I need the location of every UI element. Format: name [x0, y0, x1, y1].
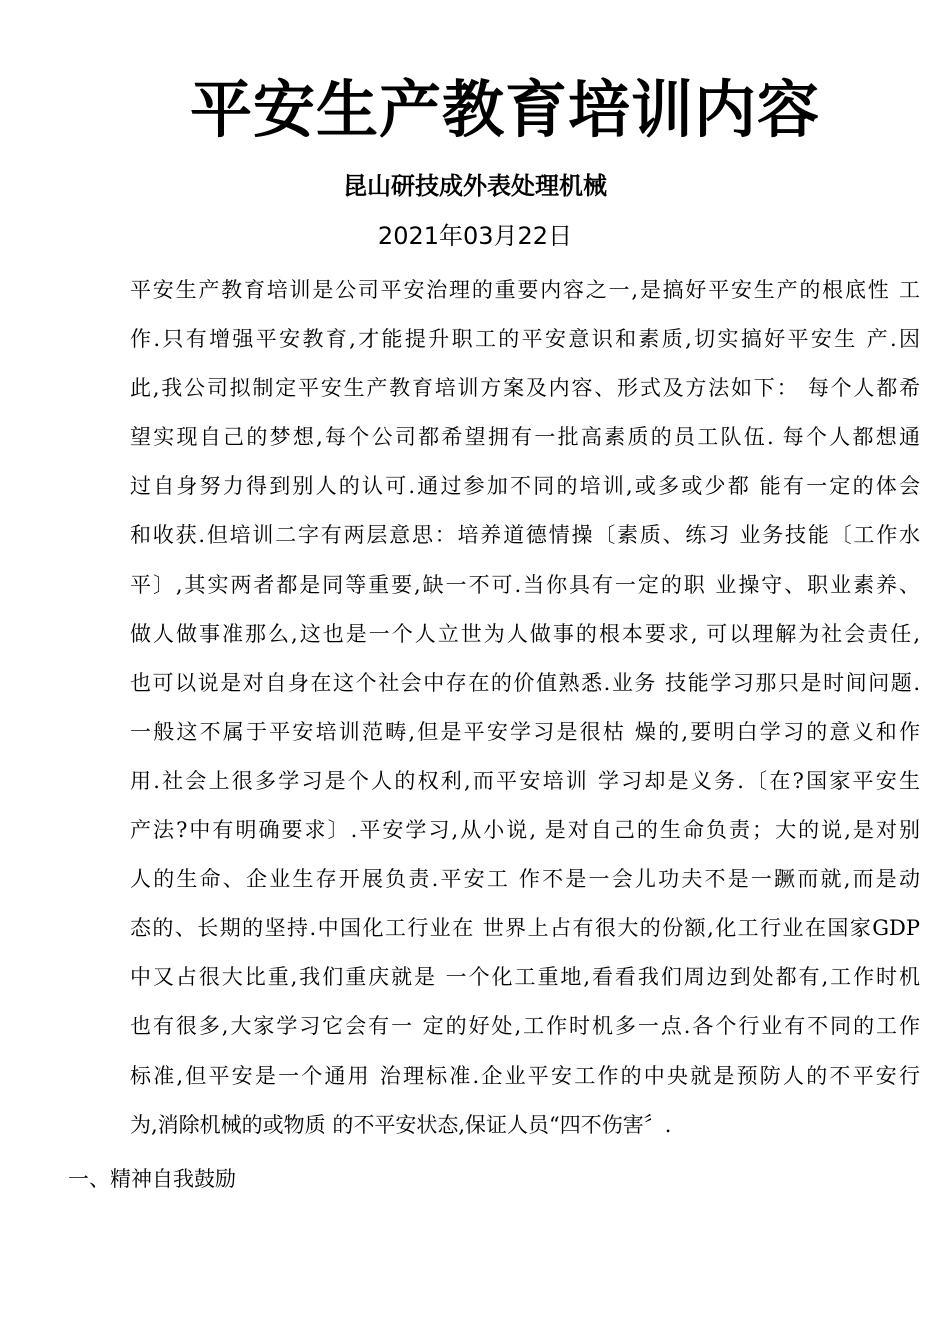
paragraph-line: 做人做事准那么,这也是一个人立世为人做事的根本要求, 可以理解为社会责任, [130, 621, 920, 646]
paragraph-line: 也有很多,大家学习它会有一 定的好处,工作时机多一点.各个行业有不同的工作 [130, 1014, 920, 1039]
paragraph-line: 此,我公司拟制定平安生产教育培训方案及内容、形式及方法如下： 每个人都希 [130, 376, 920, 401]
company-name: 昆山研技成外表处理机械 [343, 172, 607, 200]
section-heading: 一、精神自我鼓励 [68, 1167, 236, 1191]
paragraph-line: 标准,但平安是一个通用 治理标准.企业平安工作的中央就是预防人的不平安行 [130, 1063, 920, 1088]
paragraph-line: 用.社会上很多学习是个人的权利,而平安培训 学习却是义务.〔在?国家平安生 [130, 768, 920, 793]
paragraph-line: 作.只有增强平安教育,才能提升职工的平安意识和素质,切实搞好平安生 产.因 [130, 327, 920, 352]
document-date: 2021年03月22日 [377, 222, 573, 250]
paragraph-line: 一般这不属于平安培训范畴,但是平安学习是很枯 燥的,要明白学习的意义和作 [130, 719, 920, 744]
paragraph-line: 望实现自己的梦想,每个公司都希望拥有一批高素质的员工队伍. 每个人都想通 [130, 425, 920, 450]
paragraph-line: 也可以说是对自身在这个社会中存在的价值熟悉.业务 技能学习那只是时间问题. [130, 670, 920, 695]
paragraph-line: 人的生命、企业生存开展负责.平安工 作不是一会儿功夫不是一蹶而就,而是动 [130, 867, 920, 892]
paragraph-line: 平〕,其实两者都是同等重要,缺一不可.当你具有一定的职 业操守、职业素养、 [130, 572, 920, 597]
body-paragraph [130, 266, 920, 1150]
document-title: 平安生产教育培训内容 [189, 73, 820, 146]
paragraph-line: 过自身努力得到别人的认可.通过参加不同的培训,或多或少都 能有一定的体会 [130, 474, 920, 499]
paragraph-line: 中又占很大比重,我们重庆就是 一个化工重地,看看我们周边到处都有,工作时机 [130, 965, 920, 990]
paragraph-line: 产法?中有明确要求〕.平安学习,从小说, 是对自己的生命负责；大的说,是对别 [130, 818, 920, 843]
paragraph-line: 平安生产教育培训是公司平安治理的重要内容之一,是搞好平安生产的根底性 工 [130, 278, 920, 302]
paragraph-line: 和收获.但培训二字有两层意思：培养道德情操〔素质、练习 业务技能〔工作水 [130, 523, 920, 548]
paragraph-line: 为,消除机械的或物质 的不平安状态,保证人员“四不伤害〞. [130, 1112, 672, 1137]
paragraph-line: 态的、长期的坚持.中国化工行业在 世界上占有很大的份额,化工行业在国家GDP [130, 916, 920, 941]
